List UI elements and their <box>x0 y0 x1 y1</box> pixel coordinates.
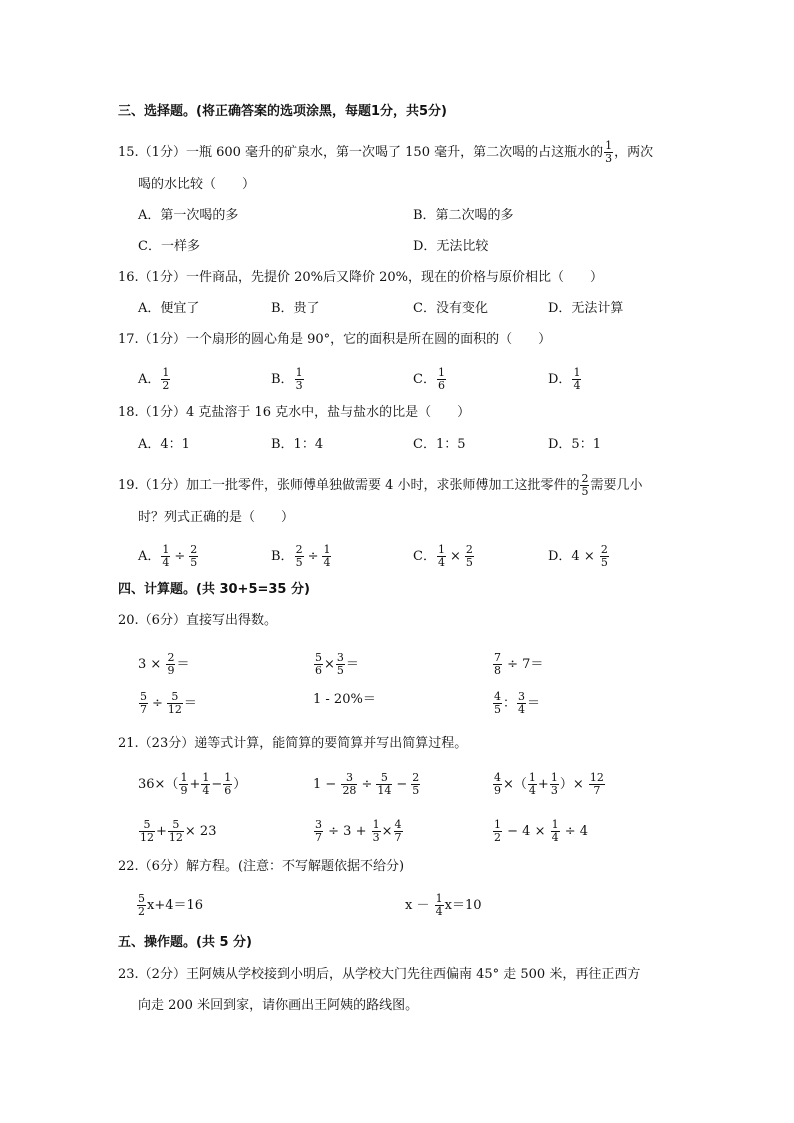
q17-option-b[interactable]: B． $\frac{1}{3}$ <box>271 366 303 392</box>
fraction: $\frac{2}{5}$ <box>600 543 608 569</box>
fraction: $\frac{1}{4}$ <box>162 543 170 569</box>
q16-option-b[interactable]: B．贵了 <box>271 301 320 316</box>
q15-option-b[interactable]: B．第二次喝的多 <box>413 208 514 223</box>
q21-question: 21.（23分）递等式计算，能简算的要简算并写出简算过程。 <box>118 736 468 751</box>
fraction: $\frac{5}{12}$ <box>167 690 182 716</box>
q20-expr-3: $\frac{7}{8}$ ÷ 7＝ <box>494 651 544 677</box>
fraction: $\frac{1}{4}$ <box>573 366 581 392</box>
q18-option-b[interactable]: B．1：4 <box>271 437 324 452</box>
q19-line1: 19.（1分）加工一批零件，张师傅单独做需要 4 小时，求张师傅加工这批零件的 $\frac{2}{5}$ 需要几小 <box>118 472 643 498</box>
fraction: $\frac{1}{4}$ <box>323 543 331 569</box>
q20-expr-2: $\frac{5}{6}$ × $\frac{3}{5}$ ＝ <box>315 651 359 677</box>
q19-option-b[interactable]: B． $\frac{2}{5}$ ÷ $\frac{1}{4}$ <box>271 543 331 569</box>
q20-question: 20.（6分）直接写出得数。 <box>118 613 277 628</box>
q17-option-a[interactable]: A． $\frac{1}{2}$ <box>138 366 170 392</box>
q15-option-a[interactable]: A．第一次喝的多 <box>138 208 239 223</box>
fraction: $\frac{2}{5}$ <box>412 771 420 797</box>
q15-line1: 15.（1分）一瓶 600 毫升的矿泉水，第一次喝了 150 毫升，第二次喝的占这瓶水的 $\frac{1}{3}$ ，两次 <box>118 139 654 165</box>
fraction: $\frac{5}{14}$ <box>377 771 392 797</box>
section-title-calc: 四、计算题。(共 30+5=35 分) <box>118 582 310 597</box>
fraction: $\frac{2}{5}$ <box>295 543 303 569</box>
q23-line2: 向走 200 米回到家，请你画出王阿姨的路线图。 <box>138 998 419 1013</box>
q17-question: 17.（1分）一个扇形的圆心角是 90°，它的面积是所在圆的面积的（ ） <box>118 332 552 347</box>
q21-expr-6: $\frac{1}{2}$ − 4 × $\frac{1}{4}$ ÷ 4 <box>494 818 589 844</box>
q18-option-d[interactable]: D．5：1 <box>548 437 601 452</box>
q16-option-c[interactable]: C．没有变化 <box>413 301 488 316</box>
q17-option-c[interactable]: C． $\frac{1}{6}$ <box>413 366 445 392</box>
fraction: $\frac{1}{3}$ <box>550 771 558 797</box>
fraction: $\frac{4}{9}$ <box>494 771 501 797</box>
q17-option-d[interactable]: D． $\frac{1}{4}$ <box>548 366 581 392</box>
fraction: $\frac{2}{9}$ <box>167 651 175 677</box>
q20-expr-4: $\frac{5}{7}$ ÷ $\frac{5}{12}$ ＝ <box>140 690 197 716</box>
fraction: $\frac{1}{6}$ <box>437 366 445 392</box>
q22-equation-1: $\frac{5}{2}$ x+4＝16 <box>138 892 204 918</box>
q16-option-d[interactable]: D．无法计算 <box>548 301 624 316</box>
fraction: $\frac{1}{4}$ <box>435 892 443 918</box>
fraction: $\frac{4}{5}$ <box>494 690 501 716</box>
fraction: $\frac{2}{5}$ <box>581 472 589 498</box>
q20-expr-6: $\frac{4}{5}$ ： $\frac{3}{4}$ ＝ <box>494 690 541 716</box>
q18-question: 18.（1分）4 克盐溶于 16 克水中，盐与盐水的比是（ ） <box>118 405 471 420</box>
fraction: $\frac{1}{4}$ <box>528 771 536 797</box>
q15-option-c[interactable]: C．一样多 <box>138 239 200 254</box>
q20-expr-5: 1 - 20%＝ <box>313 692 376 707</box>
fraction: $\frac{3}{4}$ <box>518 690 526 716</box>
fraction: $\frac{4}{7}$ <box>394 818 402 844</box>
q20-expr-1: 3 × $\frac{2}{9}$ ＝ <box>138 651 190 677</box>
fraction: $\frac{5}{2}$ <box>138 892 145 918</box>
fraction: $\frac{1}{2}$ <box>162 366 170 392</box>
fraction: $\frac{5}{6}$ <box>315 651 322 677</box>
q22-question: 22.（6分）解方程。(注意：不写解题依据不给分) <box>118 859 405 874</box>
q16-question: 16.（1分）一件商品，先提价 20%后又降价 20%，现在的价格与原价相比（ ） <box>118 270 603 285</box>
q22-equation-2: x － $\frac{1}{4}$ x＝10 <box>405 892 482 918</box>
q18-option-c[interactable]: C．1：5 <box>413 437 466 452</box>
fraction: $\frac{1}{4}$ <box>437 543 445 569</box>
fraction: $\frac{1}{3}$ <box>605 139 613 165</box>
fraction: $\frac{1}{4}$ <box>202 771 210 797</box>
q19-option-d[interactable]: D．4 × $\frac{2}{5}$ <box>548 543 608 569</box>
fraction: $\frac{2}{5}$ <box>190 543 198 569</box>
fraction: $\frac{5}{12}$ <box>140 818 154 844</box>
q16-option-a[interactable]: A．便宜了 <box>138 301 200 316</box>
q21-expr-2: 1 − $\frac{3}{28}$ ÷ $\frac{5}{14}$ − $\frac{2}{5}$ <box>313 771 420 797</box>
q15-line2: 喝的水比较（ ） <box>138 177 256 192</box>
q21-expr-3: $\frac{4}{9}$ ×（ $\frac{1}{4}$ + $\frac{1}{3}$ ）× $\frac{12}{7}$ <box>494 771 604 797</box>
fraction: $\frac{12}{7}$ <box>589 771 604 797</box>
q21-expr-5: $\frac{3}{7}$ ÷ 3 + $\frac{1}{3}$ × $\frac{4}{7}$ <box>315 818 402 844</box>
fraction: $\frac{1}{4}$ <box>551 818 559 844</box>
fraction: $\frac{7}{8}$ <box>494 651 501 677</box>
section-title-operation: 五、操作题。(共 5 分) <box>118 935 252 950</box>
q19-line2: 时？列式正确的是（ ） <box>138 510 295 525</box>
q19-option-c[interactable]: C． $\frac{1}{4}$ × $\frac{2}{5}$ <box>413 543 473 569</box>
fraction: $\frac{1}{6}$ <box>224 771 232 797</box>
q21-expr-4: $\frac{5}{12}$ + $\frac{5}{12}$ × 23 <box>140 818 217 844</box>
q23-line1: 23.（2分）王阿姨从学校接到小明后，从学校大门先往西偏南 45° 走 500 米，再往正西方 <box>118 967 641 982</box>
q19-option-a[interactable]: A． $\frac{1}{4}$ ÷ $\frac{2}{5}$ <box>138 543 198 569</box>
fraction: $\frac{5}{12}$ <box>168 818 183 844</box>
fraction: $\frac{3}{5}$ <box>336 651 344 677</box>
fraction: $\frac{1}{3}$ <box>295 366 303 392</box>
fraction: $\frac{1}{9}$ <box>180 771 188 797</box>
fraction: $\frac{5}{7}$ <box>140 690 147 716</box>
fraction: $\frac{1}{3}$ <box>372 818 380 844</box>
q18-option-a[interactable]: A．4：1 <box>138 437 190 452</box>
q21-expr-1: 36×（ $\frac{1}{9}$ + $\frac{1}{4}$ − $\frac{1}{6}$ ） <box>138 771 247 797</box>
fraction: $\frac{2}{5}$ <box>465 543 473 569</box>
q15-option-d[interactable]: D．无法比较 <box>413 239 489 254</box>
fraction: $\frac{3}{28}$ <box>342 771 357 797</box>
fraction: $\frac{1}{2}$ <box>494 818 501 844</box>
section-title-choice: 三、选择题。(将正确答案的选项涂黑，每题1分，共5分) <box>118 104 447 119</box>
fraction: $\frac{3}{7}$ <box>315 818 322 844</box>
